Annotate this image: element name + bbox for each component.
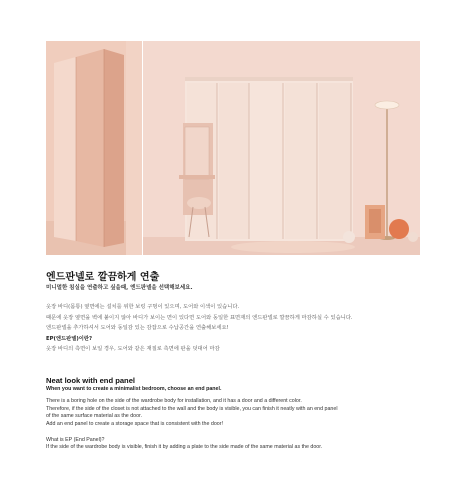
- english-line: Add an end panel to create a storage space that is consistent with the door!: [46, 421, 223, 428]
- korean-answer: 옷장 바디의 측면이 보일 경우, 도어와 같은 재질로 측면에 판을 덧대어 마감: [46, 346, 220, 353]
- english-answer: If the side of the wardrobe body is visible, finish it by adding a plate to the side made of the same material as the door.: [46, 444, 323, 451]
- english-body: [46, 398, 445, 452]
- english-line: of the same surface material as the door.: [46, 413, 142, 420]
- bedroom-illustration: [143, 41, 420, 255]
- korean-paragraph: 엔드판넬을 추가하셔서 도어와 동일감 있는 감잡으로 수납공간을 연출해보세요!: [46, 325, 229, 332]
- product-photos: [46, 41, 420, 255]
- english-line: Therefore, if the side of the closet is not attached to the wall and the body is visible, you can finish it neatly with an end panel: [46, 405, 338, 412]
- bedroom-wardrobe-photo: [143, 41, 420, 255]
- korean-paragraph: 때문에 옷장 옆면을 벽에 붙이지 않아 바디가 보이는 면이 있다면 도어와 동일한 표면재의 엔드판넬로 깔끔하게 마감하실 수 있습니다.: [46, 314, 353, 321]
- korean-subtitle: 미니멀한 침실을 연출하고 싶을때, 엔드판넬을 선택해보세요.: [46, 285, 193, 291]
- english-question: What is EP (End Panel)?: [46, 436, 105, 443]
- wardrobe-side-photo: [46, 41, 142, 255]
- english-heading: Neat look with end panel: [46, 376, 136, 385]
- korean-question: EP(엔드판넬)이란?: [46, 335, 93, 342]
- paragraph-gap: [46, 429, 445, 437]
- wardrobe-side-illustration: [46, 41, 142, 255]
- korean-heading: 엔드판넬로 깔끔하게 연출: [46, 272, 160, 283]
- korean-body: [46, 302, 445, 355]
- english-subtitle: When you want to create a minimalist bedroom, choose an end panel.: [46, 386, 222, 392]
- korean-paragraph: 옷장 바디(몸통) 옆면에는 설치를 위한 보링 구멍이 있으며, 도어와 이색이 있습니다.: [46, 304, 240, 310]
- english-line: There is a boring hole on the side of the wardrobe body for installation, and it has a door and a different color.: [46, 398, 302, 404]
